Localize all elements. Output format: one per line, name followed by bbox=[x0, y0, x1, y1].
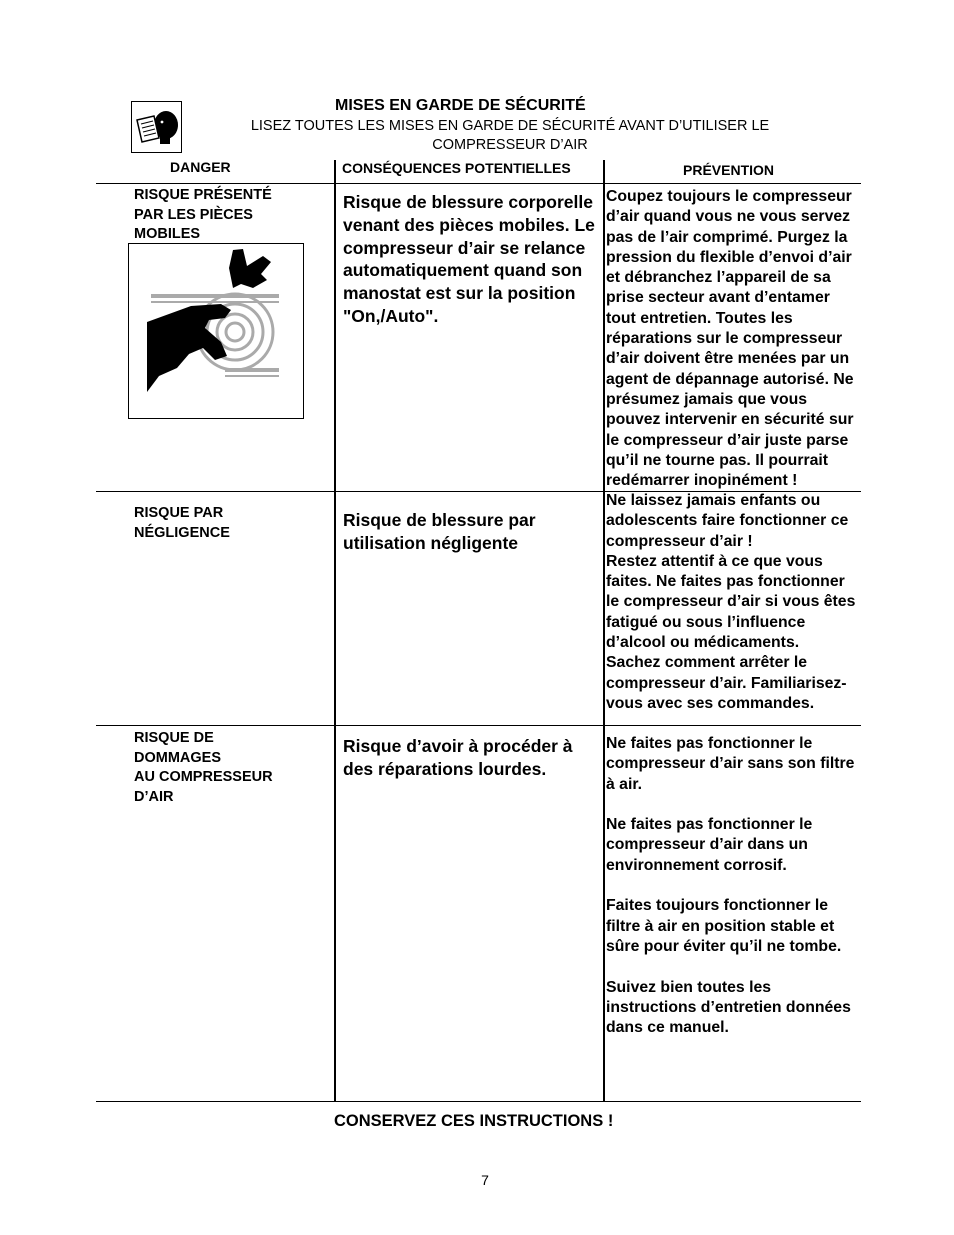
subtitle-line-1: LISEZ TOUTES LES MISES EN GARDE DE SÉCURITÉ AVANT D’UTILISER LE bbox=[250, 118, 770, 134]
table-divider bbox=[96, 725, 861, 726]
consequence-negligence: Risque de blessure par utilisation négligente bbox=[343, 510, 536, 553]
keep-instructions-note: CONSERVEZ CES INSTRUCTIONS ! bbox=[334, 1112, 614, 1130]
prevention-negligence: Ne laissez jamais enfants ou adolescents faire fonctionner ce compresseur d’air ! Restez attentif à ce que vous faites. Ne faites pas fonctionner le compresseur d’air si vous êtes fatigué ou sous l’influence d’alcool ou médicaments. Sachez comment arrêter le compresseur d’air. Familiarisez- vous avec ses commandes. bbox=[606, 492, 856, 712]
prevention-moving-parts: Coupez toujours le compresseur d’air quand vous ne vous servez pas de l’air comprimé. Purgez la pression du flexible d’envoi d’air et débranchez l’appareil de sa prise secteur avant d’entamer tout entretien. Toutes les réparations sur le compresseur d’air doivent être menées par un agent de dépannage autorisé. Ne présumez jamais que vous pouvez intervenir en sécurité sur le compresseur d’air juste parse qu’il ne tourne pas. Il pourrait redémarrer inopinément ! bbox=[606, 188, 854, 490]
moving-parts-hazard-icon bbox=[128, 243, 304, 419]
column-header-prevention: PRÉVENTION bbox=[683, 162, 775, 178]
table-divider bbox=[96, 183, 861, 184]
read-manual-icon bbox=[131, 101, 182, 153]
page-number: 7 bbox=[481, 1172, 489, 1188]
table-divider bbox=[96, 1101, 861, 1102]
subtitle-line-2: COMPRESSEUR D’AIR bbox=[432, 137, 588, 153]
consequence-compressor-damage: Risque d’avoir à procéder à des réparations lourdes. bbox=[343, 736, 573, 779]
page-title: MISES EN GARDE DE SÉCURITÉ bbox=[335, 97, 586, 114]
column-divider bbox=[334, 160, 336, 1102]
page-subtitle bbox=[200, 117, 820, 155]
column-header-danger: DANGER bbox=[170, 159, 231, 175]
consequence-moving-parts: Risque de blessure corporelle venant des pièces mobiles. Le compresseur d’air se relance automatiquement quand son manostat est sur la position "On,/Auto". bbox=[343, 192, 595, 326]
danger-moving-parts: RISQUE PRÉSENTÉ PAR LES PIÈCES MOBILES bbox=[134, 187, 272, 242]
column-divider bbox=[603, 160, 605, 1102]
column-header-consequences: CONSÉQUENCES POTENTIELLES bbox=[342, 160, 571, 176]
danger-negligence: RISQUE PAR NÉGLIGENCE bbox=[134, 505, 230, 541]
prevention-compressor-damage: Ne faites pas fonctionner le compresseur d’air sans son filtre à air. Ne faites pas fonctionner le compresseur d’air dans un environnement corrosif. Faites toujours fonctionner le filtre à air en position stable et sûre pour éviter qu’il ne tombe. Suivez bien toutes les instructions d’entretien données dans ce manuel. bbox=[606, 735, 855, 1037]
danger-compressor-damage: RISQUE DE DOMMAGES AU COMPRESSEUR D’AIR bbox=[134, 730, 273, 805]
